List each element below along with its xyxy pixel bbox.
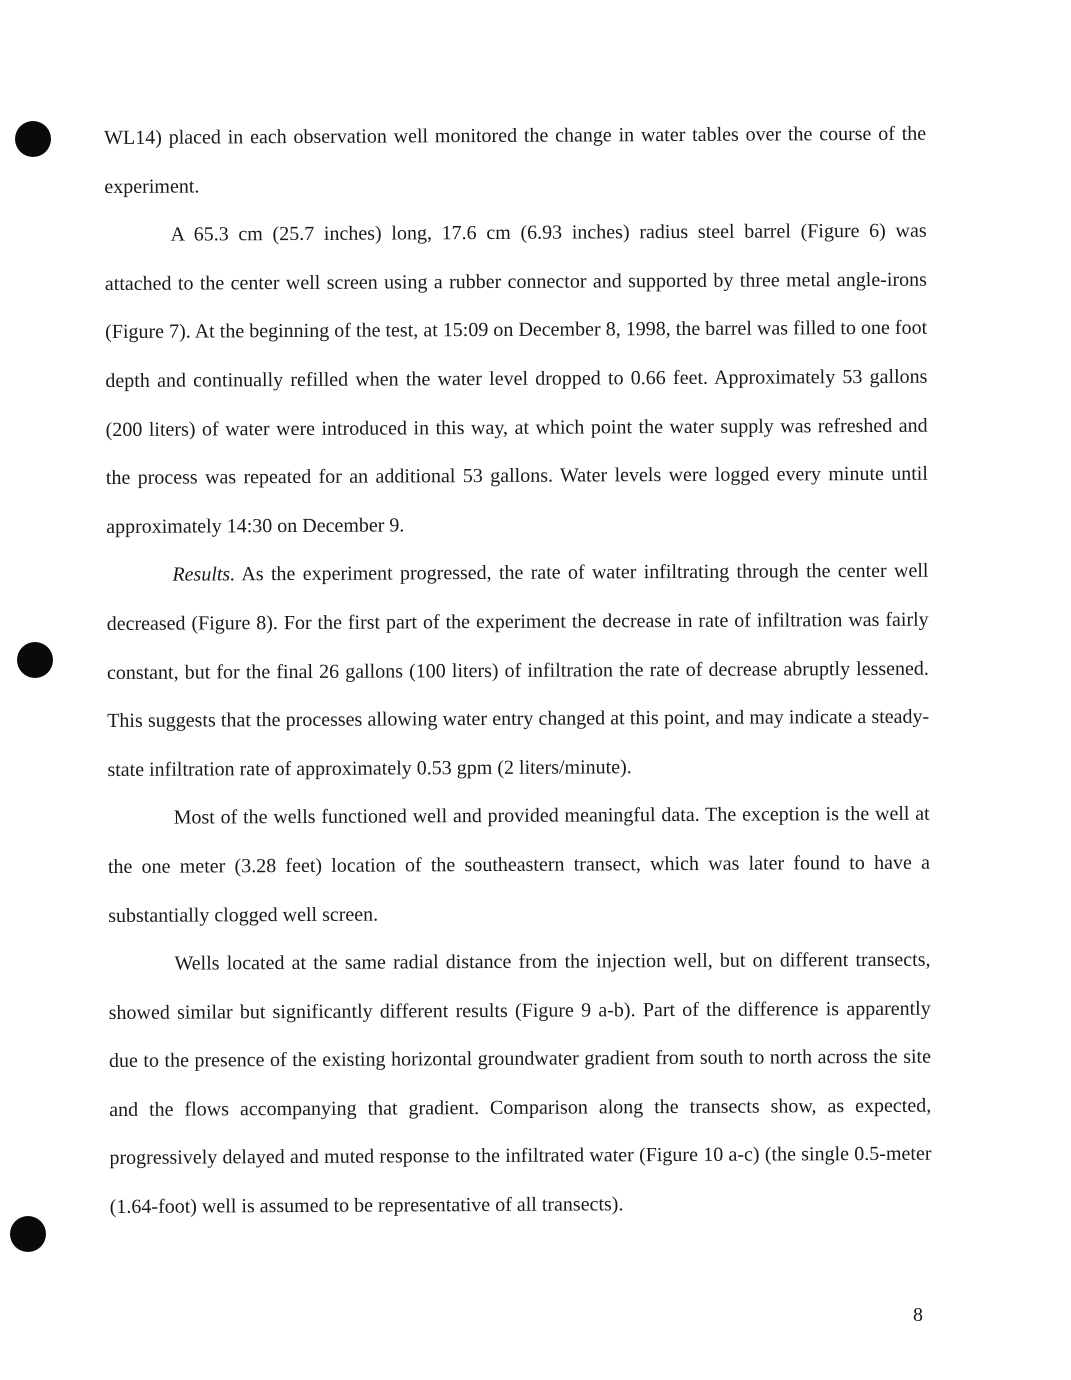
- paragraph-results: [106, 547, 929, 794]
- paragraph-transects: Wells located at the same radial distance from the injection well, but on different transects, showed similar but significantly different results (Figure 9 a-b). Part of the difference is apparently due to the presence of the existing horizontal groundwater gradient from south to north across the site and the flows accompanying that gradient. Comparison along the transects show, as expected, progressively delayed and muted response to the infiltrated water (Figure 10 a-c) (the single 0.5-meter (1.64-foot) well is assumed to be representative of all transects).: [108, 948, 932, 1219]
- punch-hole: [10, 1216, 46, 1252]
- page-number: 8: [913, 1304, 923, 1326]
- results-heading: Results.: [172, 563, 236, 586]
- results-text: As the experiment progressed, the rate of water infiltrating through the center well decreased (Figure 8). For the first part of the experiment the decrease in rate of infiltration was fairly constant, but for the final 26 gallons (100 liters) of infiltration the rate of decrease abruptly lessened. This suggests that the processes allowing water entry changed at this point, and may indicate a steady-state infiltration rate of approximately 0.53 gpm (2 liters/minute).: [106, 560, 930, 781]
- punch-hole: [17, 642, 53, 678]
- paragraph-wells-functioned: Most of the wells functioned well and provided meaningful data. The exception is the well at the one meter (3.28 feet) location of the southeastern transect, which was later found to have a substantially clogged well screen.: [107, 802, 930, 927]
- paragraph-barrel-setup: A 65.3 cm (25.7 inches) long, 17.6 cm (6.93 inches) radius steel barrel (Figure 6) was attached to the center well screen using a rubber connector and supported by three metal angle-irons (Figure 7). At the beginning of the test, at 15:09 on December 8, 1998, the barrel was filled to one foot depth and continually refilled when the water level dropped to 0.66 feet. Approximately 53 gallons (200 liters) of water were introduced in this way, at which point the water supply was refreshed and the process was repeated for an additional 53 gallons. Water levels were logged every minute until approximately 14:30 on December 9.: [104, 219, 928, 538]
- body-text: [104, 110, 932, 1232]
- paragraph-continued: WL14) placed in each observation well monitored the change in water tables over the course of the experiment.: [104, 122, 927, 198]
- punch-hole: [15, 121, 51, 157]
